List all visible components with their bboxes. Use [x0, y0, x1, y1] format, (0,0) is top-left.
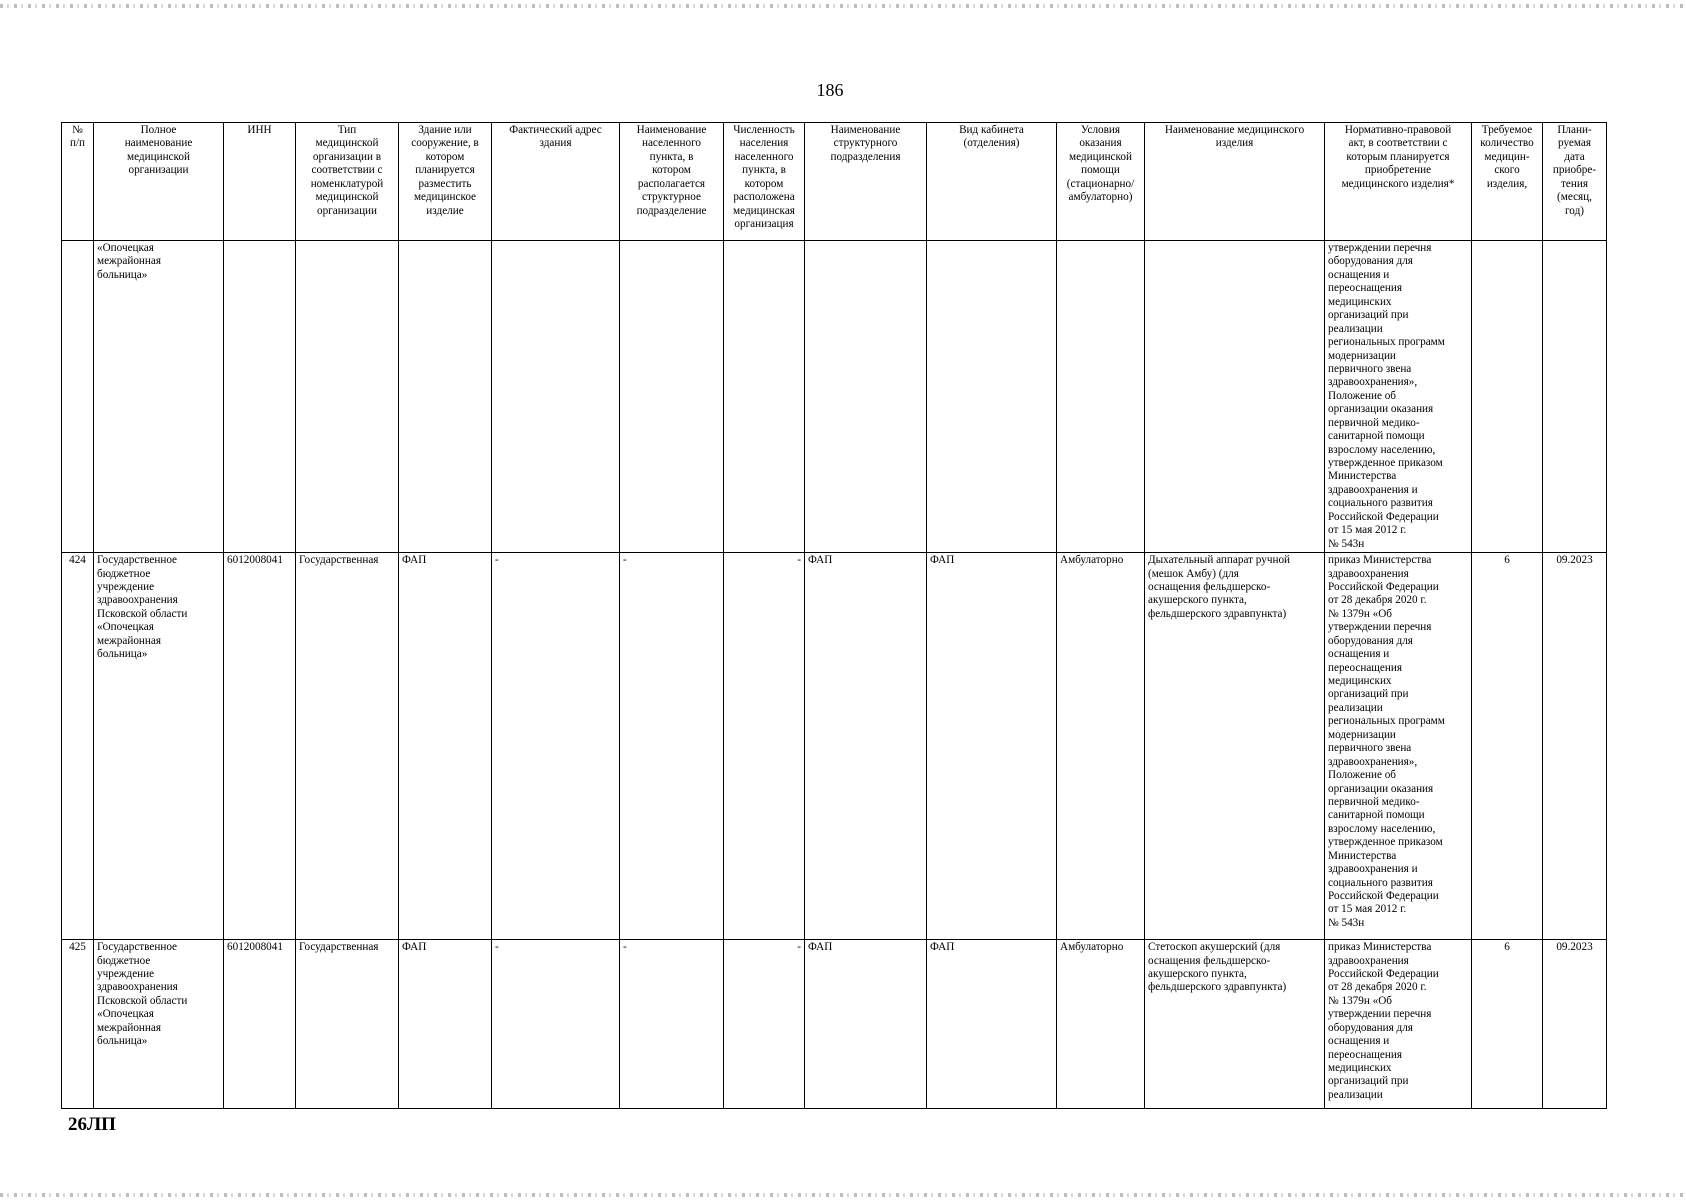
cell-conditions: Амбулаторно: [1057, 553, 1145, 940]
cell-inn: [224, 241, 296, 553]
cell-quantity: [1472, 241, 1543, 553]
scan-edge-bottom: [0, 1193, 1686, 1197]
table-row: [62, 940, 1607, 1109]
cell-address: -: [492, 553, 620, 940]
cell-inn: 6012008041: [224, 940, 296, 1109]
cell-population: [724, 241, 805, 553]
cell-address: -: [492, 940, 620, 1109]
cell-building: ФАП: [399, 940, 492, 1109]
cell-unit: ФАП: [805, 940, 927, 1109]
cell-settlement: [620, 241, 724, 553]
cell-device: [1145, 241, 1325, 553]
cell-building: [399, 241, 492, 553]
cell-number: [62, 241, 94, 553]
header-org-type: Тип медицинской организации в соответствии с номенклатурой медицинской организации: [296, 123, 399, 241]
header-settlement: Наименование населенного пункта, в котором располагается структурное подразделение: [620, 123, 724, 241]
header-device: Наименование медицинского изделия: [1145, 123, 1325, 241]
cell-unit: [805, 241, 927, 553]
cell-org-type: Государственная: [296, 553, 399, 940]
cell-conditions: [1057, 241, 1145, 553]
header-cabinet: Вид кабинета (отделения): [927, 123, 1057, 241]
cell-org-name: Государственное бюджетное учреждение здравоохранения Псковской области «Опочецкая межрайонная больница»: [94, 553, 224, 940]
cell-legal-act: приказ Министерства здравоохранения Российской Федерации от 28 декабря 2020 г. № 1379н «Об утверждении перечня оборудования для оснащения и переоснащения медицинских организаций при реализации региональных программ модернизации первичного звена здравоохранения», Положение об организации оказания первичной медико- санитарной помощи взрослому населению, утвержденное приказом Министерства здравоохранения и социального развития Российской Федерации от 15 мая 2012 г. № 543н: [1325, 553, 1472, 940]
cell-legal-act: приказ Министерства здравоохранения Российской Федерации от 28 декабря 2020 г. № 1379н «Об утверждении перечня оборудования для оснащения и переоснащения медицинских организаций при реализации: [1325, 940, 1472, 1109]
cell-address: [492, 241, 620, 553]
cell-unit: ФАП: [805, 553, 927, 940]
header-population: Численность населения населенного пункта, в котором расположена медицинская организация: [724, 123, 805, 241]
header-inn: ИНН: [224, 123, 296, 241]
cell-org-name: Государственное бюджетное учреждение здравоохранения Псковской области «Опочецкая межрайонная больница»: [94, 940, 224, 1109]
cell-org-name: «Опочецкая межрайонная больница»: [94, 241, 224, 553]
cell-settlement: -: [620, 553, 724, 940]
cell-date: [1543, 241, 1607, 553]
cell-date: 09.2023: [1543, 940, 1607, 1109]
footer-document-code: 26ЛП: [68, 1114, 116, 1135]
header-org-name: Полное наименование медицинской организации: [94, 123, 224, 241]
cell-inn: 6012008041: [224, 553, 296, 940]
cell-cabinet: ФАП: [927, 940, 1057, 1109]
header-unit: Наименование структурного подразделения: [805, 123, 927, 241]
cell-building: ФАП: [399, 553, 492, 940]
cell-settlement: -: [620, 940, 724, 1109]
header-date: Плани- руемая дата приобре- тения (месяц, год): [1543, 123, 1607, 241]
cell-conditions: Амбулаторно: [1057, 940, 1145, 1109]
cell-org-type: Государственная: [296, 940, 399, 1109]
header-address: Фактический адрес здания: [492, 123, 620, 241]
cell-cabinet: [927, 241, 1057, 553]
cell-device: Стетоскоп акушерский (для оснащения фельдшерско- акушерского пункта, фельдшерского здравпункта): [1145, 940, 1325, 1109]
scan-edge-top: [0, 4, 1686, 8]
header-conditions: Условия оказания медицинской помощи (стационарно/ амбулаторно): [1057, 123, 1145, 241]
cell-device: Дыхательный аппарат ручной (мешок Амбу) (для оснащения фельдшерско- акушерского пункта, фельдшерского здравпункта): [1145, 553, 1325, 940]
table-header-row: [62, 123, 1607, 241]
cell-number: 425: [62, 940, 94, 1109]
header-legal-act: Нормативно-правовой акт, в соответствии с которым планируется приобретение медицинского изделия*: [1325, 123, 1472, 241]
cell-legal-act: утверждении перечня оборудования для оснащения и переоснащения медицинских организаций при реализации региональных программ модернизации первичного звена здравоохранения», Положение об организации оказания первичной медико- санитарной помощи взрослому населению, утвержденное приказом Министерства здравоохранения и социального развития Российской Федерации от 15 мая 2012 г. № 543н: [1325, 241, 1472, 553]
header-quantity: Требуемое количество медицин- ского изделия,: [1472, 123, 1543, 241]
cell-org-type: [296, 241, 399, 553]
cell-population: -: [724, 553, 805, 940]
page-number: 186: [816, 80, 844, 100]
cell-population: -: [724, 940, 805, 1109]
header-number: № п/п: [62, 123, 94, 241]
cell-date: 09.2023: [1543, 553, 1607, 940]
cell-quantity: 6: [1472, 553, 1543, 940]
equipment-table: [61, 122, 1607, 1109]
cell-cabinet: ФАП: [927, 553, 1057, 940]
table-row: [62, 553, 1607, 940]
table-row: [62, 241, 1607, 553]
cell-number: 424: [62, 553, 94, 940]
header-building: Здание или сооружение, в котором планируется разместить медицинское изделие: [399, 123, 492, 241]
cell-quantity: 6: [1472, 940, 1543, 1109]
